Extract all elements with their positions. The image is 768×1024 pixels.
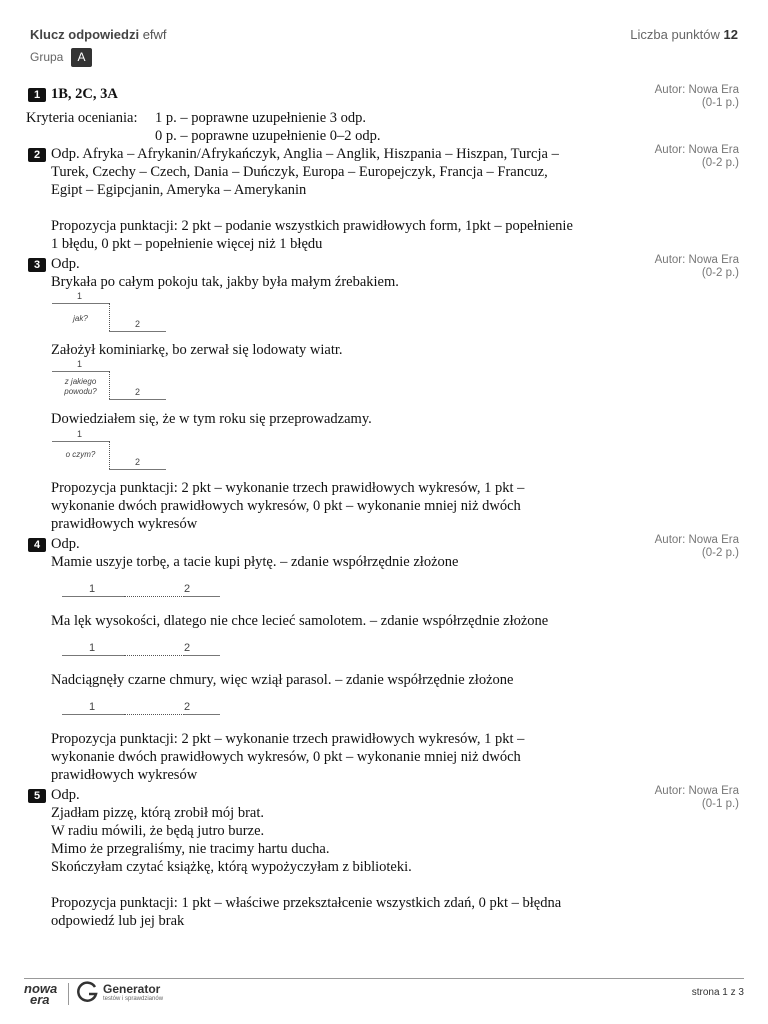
generator-logo-subtitle: testów i sprawdzianów [103, 996, 164, 1002]
q5-answer-line: Mimo że przegraliśmy, nie tracimy hartu ducha. [51, 841, 330, 857]
q4-points: (0-2 p.) [701, 547, 739, 559]
q4-scoring: wykonanie dwóch prawidłowych wykresów, 0 pkt – wykonanie mniej niż dwóch [51, 749, 521, 765]
q5-points: (0-1 p.) [701, 798, 739, 810]
diagram-question: powodu? [64, 387, 97, 396]
q1-points: (0-1 p.) [701, 97, 739, 109]
group-badge: A [71, 48, 92, 67]
points-summary: Liczba punktów 12 [630, 27, 738, 42]
q1-criteria-2: 0 p. – poprawne uzupełnienie 0–2 odp. [155, 128, 381, 144]
points-total: 12 [723, 27, 738, 42]
test-name: efwf [142, 27, 167, 42]
q2-answer-line: Turek, Czechy – Czech, Dania – Duńczyk, Europa – Europejczyk, Francja – Francuz, [51, 164, 548, 180]
q4-scoring: Propozycja punktacji: 2 pkt – wykonanie trzech prawidłowych wykresów, 1 pkt – [51, 731, 525, 747]
q5-odp: Odp. [51, 787, 80, 803]
q3-scoring: prawidłowych wykresów [51, 516, 198, 532]
question-number-2: 2 [28, 148, 46, 162]
q4-sentence: Nadciągnęły czarne chmury, więc wziął parasol. – zdanie współrzędnie złożone [51, 672, 514, 688]
nowa-era-logo: nowa era [24, 981, 58, 1007]
q3-sentence: Dowiedziałem się, że w tym roku się przeprowadzamy. [51, 411, 372, 427]
q4-sentence: Ma lęk wysokości, dlatego nie chce lecieć samolotem. – zdanie współrzędnie złożone [51, 613, 549, 629]
diagram-question: jak? [73, 314, 88, 323]
q1-answer: 1B, 2C, 3A [51, 86, 118, 102]
generator-logo-text: Generator [103, 982, 161, 996]
q2-answer-line: Odp. Afryka – Afrykanin/Afrykańczyk, Anglia – Anglik, Hiszpania – Hiszpan, Turcja – [51, 146, 559, 162]
q1-criteria-label: Kryteria oceniania: [26, 110, 138, 126]
q3-sentence: Brykała po całym pokoju tak, jakby była małym źrebakiem. [51, 274, 399, 290]
q3-scoring: Propozycja punktacji: 2 pkt – wykonanie trzech prawidłowych wykresów, 1 pkt – [51, 480, 525, 496]
q2-scoring: Propozycja punktacji: 2 pkt – podanie wszystkich prawidłowych form, 1pkt – popełnienie [51, 218, 573, 234]
q2-answer-line: Egipt – Egipcjanin, Ameryka – Amerykanin [51, 182, 307, 198]
q4-author: Autor: Nowa Era (0-2 p.) [654, 534, 739, 559]
question-number-1: 1 [28, 88, 46, 102]
q3-sentence-diagram: 1 2 jak? [52, 291, 167, 321]
q5-answer-line: Zjadłam pizzę, którą zrobił mój brat. [51, 805, 264, 821]
q4-sentence-diagram: 1 2 [62, 701, 222, 721]
q5-answer-line: Skończyłam czytać książkę, którą wypożyczyłam z biblioteki. [51, 859, 412, 875]
q3-scoring: wykonanie dwóch prawidłowych wykresów, 0 pkt – wykonanie mniej niż dwóch [51, 498, 521, 514]
q4-sentence-diagram: 1 2 [62, 642, 222, 662]
question-number-3: 3 [28, 258, 46, 272]
footer-divider [24, 978, 744, 979]
q3-points: (0-2 p.) [701, 267, 739, 279]
logo-separator [68, 983, 69, 1005]
q3-sentence-diagram: 1 2 z jakiego powodu? [52, 359, 167, 389]
q4-sentence-diagram: 1 2 [62, 583, 222, 603]
question-number-4: 4 [28, 538, 46, 552]
q4-odp: Odp. [51, 536, 80, 552]
q3-sentence: Założył kominiarkę, bo zerwał się lodowaty wiatr. [51, 342, 343, 358]
q1-criteria-1: 1 p. – poprawne uzupełnienie 3 odp. [155, 110, 367, 126]
q5-scoring: Propozycja punktacji: 1 pkt – właściwe przekształcenie wszystkich zdań, 0 pkt – błędna [51, 895, 562, 911]
q5-answer-line: W radiu mówili, że będą jutro burze. [51, 823, 265, 839]
q2-author: Autor: Nowa Era (0-2 p.) [654, 144, 739, 169]
q2-scoring: 1 błędu, 0 pkt – popełnienie więcej niż 1 błędu [51, 236, 323, 252]
q1-author: Autor: Nowa Era (0-1 p.) [654, 84, 739, 109]
q4-sentence: Mamie uszyje torbę, a tacie kupi płytę. – zdanie współrzędnie złożone [51, 554, 459, 570]
q3-sentence-diagram: 1 2 o czym? [52, 429, 167, 459]
q5-author: Autor: Nowa Era (0-1 p.) [654, 785, 739, 810]
q2-points: (0-2 p.) [701, 157, 739, 169]
generator-logo-icon [77, 981, 99, 1003]
page-number: strona 1 z 3 [691, 987, 744, 998]
q3-author: Autor: Nowa Era (0-2 p.) [654, 254, 739, 279]
question-number-5: 5 [28, 789, 46, 803]
group-label: Grupa [30, 50, 64, 64]
diagram-question: z jakiego [64, 377, 97, 386]
document-title: Klucz odpowiedzi efwf [30, 27, 167, 42]
diagram-question: o czym? [65, 450, 96, 459]
q5-scoring: odpowiedź lub jej brak [51, 913, 185, 929]
q3-odp: Odp. [51, 256, 80, 272]
q4-scoring: prawidłowych wykresów [51, 767, 198, 783]
